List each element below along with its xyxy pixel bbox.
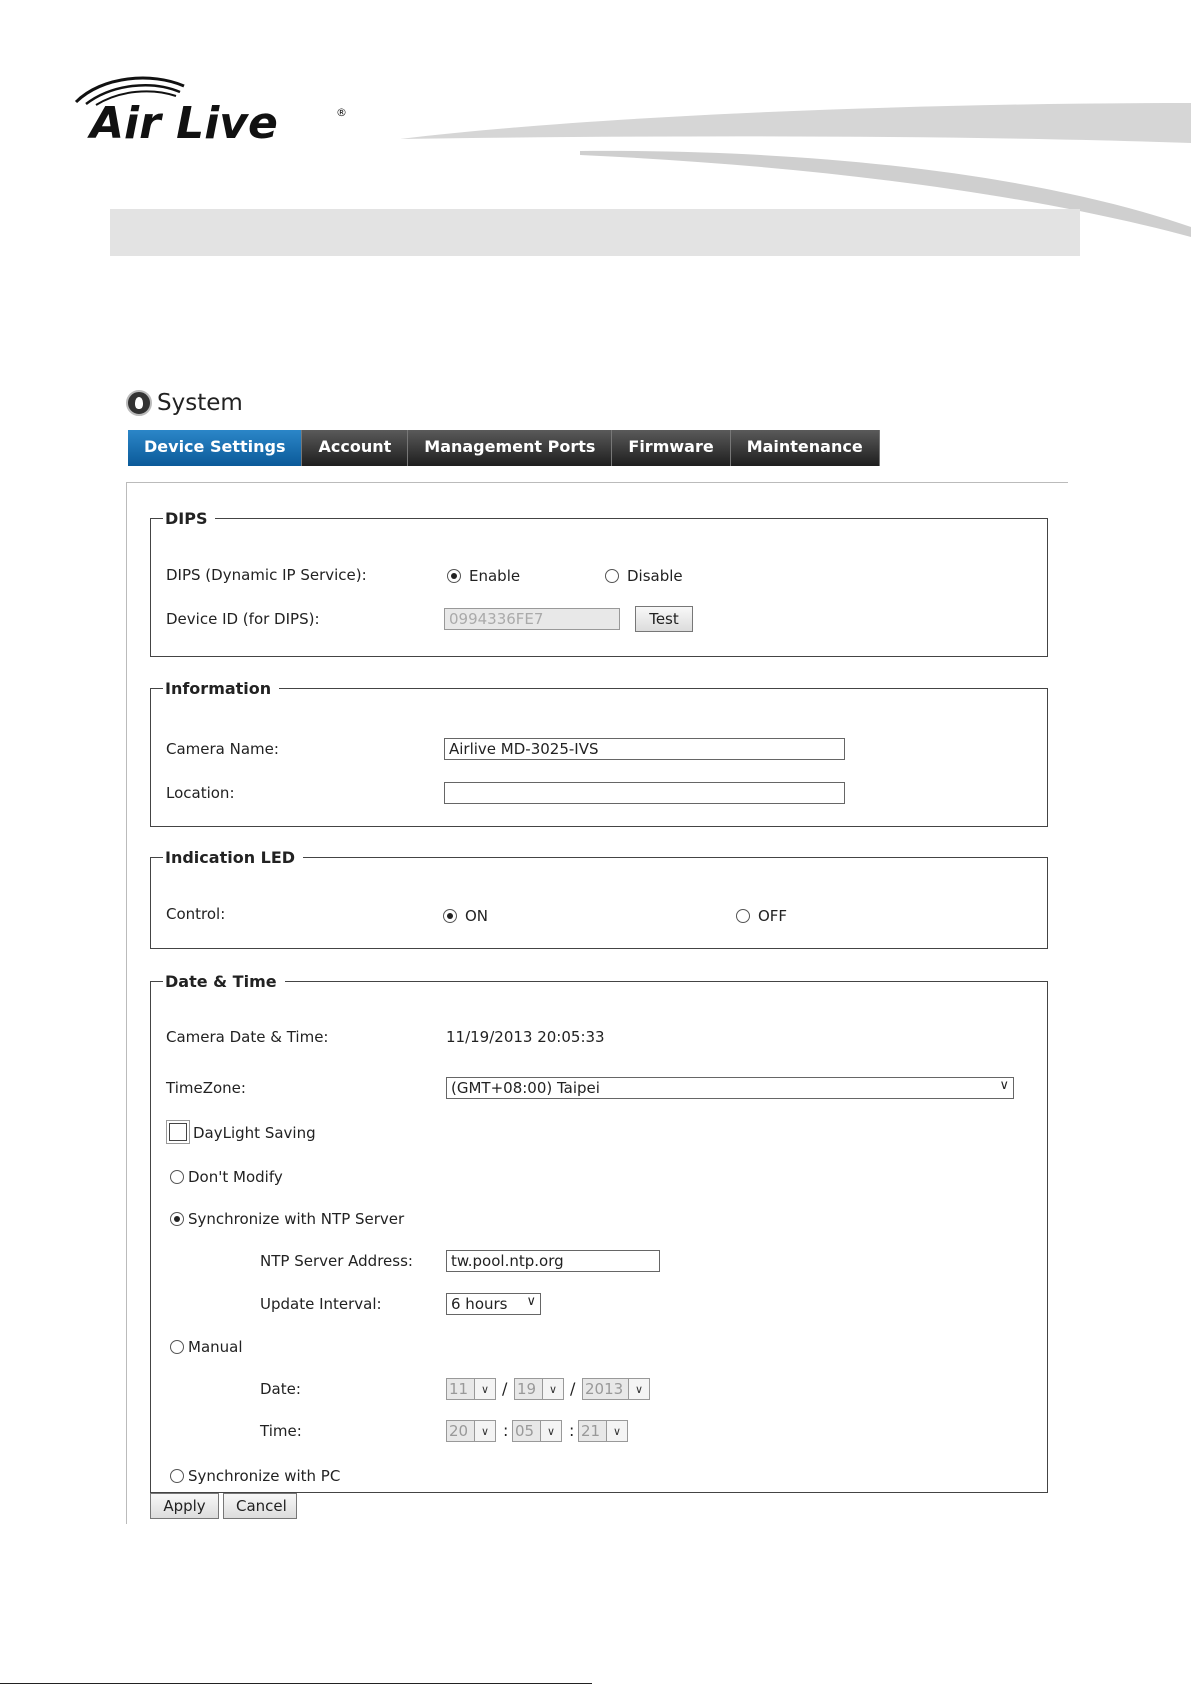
dont-modify-option[interactable]	[170, 1168, 283, 1186]
date-year-select[interactable]	[582, 1378, 650, 1400]
content-border-left	[126, 482, 127, 1524]
dont-modify-label: Don't Modify	[188, 1168, 283, 1186]
dips-enable-radio[interactable]	[447, 569, 461, 583]
update-interval-value: 6 hours	[451, 1295, 508, 1313]
led-off-radio[interactable]	[736, 909, 750, 923]
information-legend: Information	[165, 679, 272, 698]
ntp-label: Synchronize with NTP Server	[188, 1210, 405, 1228]
ntp-radio[interactable]	[170, 1212, 184, 1226]
chevron-down-icon: ∨	[999, 1078, 1009, 1093]
timezone-select[interactable]	[446, 1077, 1014, 1099]
time-hour-value: 20	[449, 1422, 469, 1440]
manual-radio[interactable]	[170, 1340, 184, 1354]
location-input[interactable]	[444, 782, 845, 804]
time-separator: :	[503, 1421, 509, 1440]
time-minute-select[interactable]	[512, 1420, 562, 1442]
footer-rule	[0, 1683, 592, 1684]
manual-label: Manual	[188, 1338, 243, 1356]
tab-account[interactable]: Account	[302, 430, 408, 466]
time-second-value: 21	[581, 1422, 601, 1440]
dont-modify-radio[interactable]	[170, 1170, 184, 1184]
indication-led-group	[150, 848, 1048, 949]
sync-pc-radio[interactable]	[170, 1469, 184, 1483]
cancel-button[interactable]: Cancel	[223, 1493, 297, 1519]
dips-group	[150, 509, 1048, 657]
dips-test-button[interactable]: Test	[635, 606, 693, 632]
date-year-value: 2013	[585, 1380, 624, 1398]
sync-pc-label: Synchronize with PC	[188, 1467, 341, 1485]
dips-disable-label: Disable	[627, 567, 683, 585]
date-month-select[interactable]	[446, 1378, 496, 1400]
tab-device-settings[interactable]: Device Settings	[128, 430, 302, 466]
chevron-down-icon: ∨	[606, 1421, 627, 1441]
ntp-option[interactable]	[170, 1210, 404, 1228]
led-off-option[interactable]	[736, 907, 787, 925]
device-id-input[interactable]	[444, 608, 620, 630]
date-time-legend: Date & Time	[165, 972, 277, 991]
chevron-down-icon: ∨	[474, 1379, 495, 1399]
date-day-value: 19	[517, 1380, 537, 1398]
indication-led-legend: Indication LED	[165, 848, 296, 867]
date-time-group	[150, 972, 1048, 1493]
dips-disable-option[interactable]	[605, 567, 683, 585]
date-separator: /	[502, 1379, 508, 1398]
device-id-label: Device ID (for DIPS):	[166, 610, 320, 628]
apply-button[interactable]: Apply	[150, 1493, 219, 1519]
dips-legend: DIPS	[165, 509, 208, 528]
system-title	[126, 390, 243, 416]
date-day-select[interactable]	[514, 1378, 564, 1400]
dips-disable-radio[interactable]	[605, 569, 619, 583]
tab-firmware[interactable]: Firmware	[612, 430, 730, 466]
registered-mark: ®	[336, 106, 347, 119]
tab-bar	[128, 430, 880, 466]
airlive-logo	[72, 72, 362, 152]
time-separator: :	[569, 1421, 575, 1440]
timezone-value: (GMT+08:00) Taipei	[451, 1079, 600, 1097]
update-interval-select[interactable]	[446, 1293, 541, 1315]
date-month-value: 11	[449, 1380, 469, 1398]
sync-pc-option[interactable]	[170, 1467, 340, 1485]
chevron-down-icon: ∨	[542, 1379, 563, 1399]
date-separator: /	[570, 1379, 576, 1398]
dips-enable-option[interactable]	[447, 567, 520, 585]
logo-text: Air Live	[90, 98, 278, 149]
daylight-saving-label: DayLight Saving	[193, 1124, 316, 1142]
led-on-radio[interactable]	[443, 909, 457, 923]
time-hour-select[interactable]	[446, 1420, 496, 1442]
tab-management-ports[interactable]: Management Ports	[408, 430, 612, 466]
camera-name-label: Camera Name:	[166, 740, 279, 758]
camera-name-input[interactable]	[444, 738, 845, 760]
timezone-label: TimeZone:	[166, 1079, 246, 1097]
chevron-down-icon: ∨	[474, 1421, 495, 1441]
update-interval-label: Update Interval:	[260, 1295, 382, 1313]
location-label: Location:	[166, 784, 235, 802]
chevron-down-icon: ∨	[526, 1294, 536, 1309]
chevron-down-icon: ∨	[628, 1379, 649, 1399]
time-minute-value: 05	[515, 1422, 535, 1440]
header-bar	[110, 209, 1080, 256]
manual-option[interactable]	[170, 1338, 243, 1356]
time-label: Time:	[260, 1422, 302, 1440]
led-control-label: Control:	[166, 905, 226, 923]
tab-maintenance[interactable]: Maintenance	[731, 430, 880, 466]
date-label: Date:	[260, 1380, 301, 1398]
chevron-down-icon: ∨	[540, 1421, 561, 1441]
content-border-top	[126, 482, 1068, 483]
information-group	[150, 679, 1048, 827]
ntp-address-label: NTP Server Address:	[260, 1252, 413, 1270]
camera-datetime-value: 11/19/2013 20:05:33	[446, 1028, 605, 1046]
led-on-label: ON	[465, 907, 489, 925]
camera-datetime-label: Camera Date & Time:	[166, 1028, 329, 1046]
time-second-select[interactable]	[578, 1420, 628, 1442]
system-icon	[126, 390, 152, 416]
led-on-option[interactable]	[443, 907, 488, 925]
dips-enable-label: Enable	[469, 567, 521, 585]
led-off-label: OFF	[758, 907, 788, 925]
ntp-address-input[interactable]	[446, 1250, 660, 1272]
daylight-saving-checkbox[interactable]	[169, 1123, 187, 1141]
system-panel	[116, 382, 1068, 1524]
dips-service-label: DIPS (Dynamic IP Service):	[166, 566, 367, 584]
system-title-label: System	[157, 390, 243, 416]
